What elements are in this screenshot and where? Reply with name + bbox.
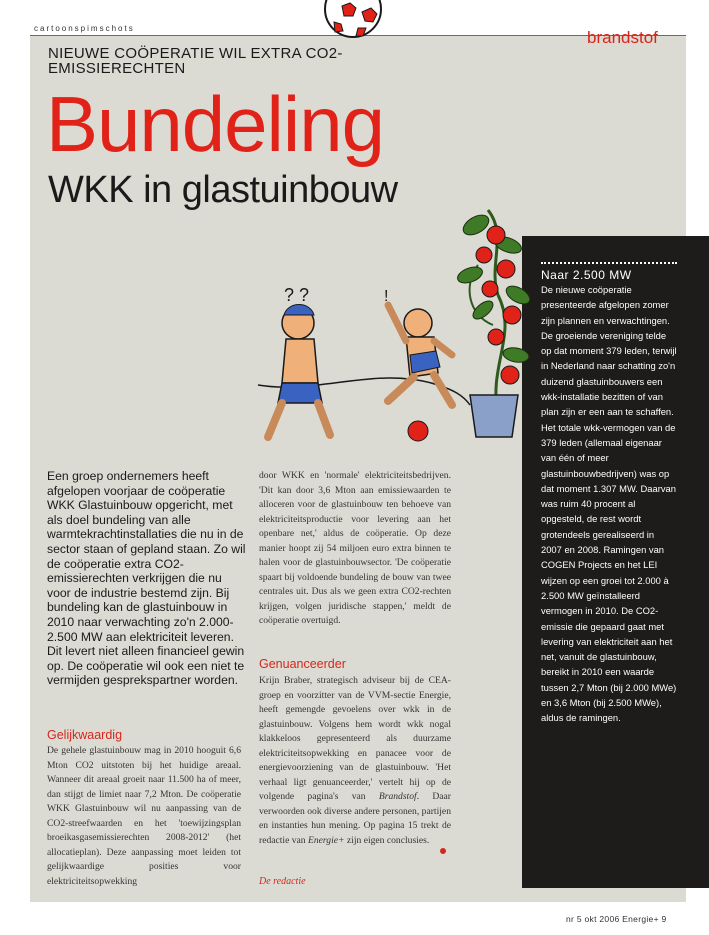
body-text-segment: zijn eigen conclusies. [344, 834, 430, 846]
heading-gelijkwaardig: Gelijkwaardig [47, 728, 123, 742]
ball-illustration [322, 0, 384, 40]
article-subtitle: WKK in glastuinbouw [48, 169, 398, 211]
sidebar-heading: Naar 2.500 MW [541, 268, 632, 282]
sidebar-dotted-rule [541, 262, 677, 264]
cartoon-illustration [238, 205, 538, 455]
article-title: Bundeling [46, 80, 384, 168]
body-text-segment: . Daar verwoorden ook diverse andere personen, partijen en instanties hun mening. Op pagina 15 trekt de redactie van [259, 791, 452, 846]
body-column-1: De gehele glastuinbouw mag in 2010 hooguit 6,6 Mton CO2 uitstoten bij het huidige areaal. Wanneer dit areaal groeit naar 11.500 ha of meer, dan stijgt de limiet naar 7,2 Mton. De coöperatie WKK Glastuinbouw wil nu aanpassing van de CO2-streefwaarden en het 'toewijzingsplan broeikasgasemissierechten 2008-2012' (het allocatieplan). Deze aanpassing moet leiden tot gelijkwaardige posities voor elektriciteitsopwekking [47, 745, 241, 887]
article-lead: Een groep ondernemers heeft afgelopen voorjaar de coöperatie WKK Glastuinbouw opgericht, met als doel bundeling van alle warmtekrachtinstallaties die nu in de sector staan of gepland staan. Zo wil de coöperatie extra CO2-emissierechten verkrijgen die nu voor de industrie bestemd zijn. Bij bundeling kan de glastuinbouw in 2010 naar verwachting zo'n 2.000-2.500 MW aan elektriciteit leveren. Dit levert niet alleen financieel gewin op. De coöperatie wil ook een niet te vermijden gesprekspartner worden. [47, 469, 246, 688]
body-column-2-top: door WKK en 'normale' elektriciteitsbedrijven. 'Dit kan door 3,6 Mton aan emissiewaarden te alloceren voor de glastuinbouw ten behoeve van elektriciteitsproductie voor levering aan het openbare net,' aldus de coöperatie. Op deze manier hoopt zij 54 miljoen euro extra binnen te halen voor de glastuinbouwsector. 'De coöperatie spaart bij voldoende bundeling de bouw van twee centrales uit. Dus als we geen extra CO2-rechten krijgen, volgen juridische stappen,' meldt de coöperatie overtuigd. [259, 470, 451, 626]
energie-emphasis: Energie+ [308, 834, 345, 846]
article-kicker: NIEUWE COÖPERATIE WIL EXTRA CO2-EMISSIERECHTEN [48, 45, 343, 77]
page-footer: nr 5 okt 2006 Energie+ 9 [566, 914, 667, 924]
body-text-segment: Krijn Braber, strategisch adviseur bij de CEA-groep en voorzitter van de VVM-sectie Energie, heeft gemengde gevoelens over wkk in de glastuinbouw. Volgens hem wordt wkk nogal klakkeloos gepresenteerd als duurzame elektriciteitsopwekking en panacee voor de energievoorziening van de glastuinbouw. 'Het verhaal ligt genuanceerder,' vertelt hij op de volgende pagina's van [259, 675, 451, 802]
svg-text:!: ! [384, 288, 389, 305]
end-mark [440, 848, 446, 854]
category-label: brandstof [587, 28, 658, 47]
section-label: cartoonspimschots [34, 24, 135, 33]
heading-genuanceerder: Genuanceerder [259, 657, 346, 671]
svg-text:? ?: ? ? [284, 285, 310, 305]
brandstof-emphasis: Brandstof [378, 791, 417, 802]
body-column-2-bottom [259, 674, 451, 848]
sidebar-text: De nieuwe coöperatie presenteerde afgelopen zomer zijn plannen en verwachtingen. De groeiende vereniging telde op dat moment 379 leden, terwijl in Nederland naar schatting zo'n duizend glastuinbouwers een wkk-installatie bezitten of van plan zijn er een aan te schaffen. Het totale wkk-vermogen van de 379 leden (allemaal eigenaar van één of meer glastuinbouwbedrijven) was op dat moment 1.307 MW. Daarvan was ruim 40 procent al opgesteld, de rest wordt grotendeels gerealiseerd in 2007 en 2008. Ramingen van COGEN Projects en het LEI wijzen op een groei tot 2.000 à 2.500 MW geïnstalleerd vermogen in 2010. De CO2-emissie die gepaard gaat met levering van elektriciteit aan het net, vanuit de glastuinbouw, bereikt in 2010 een waarde tussen 2,7 Mton (bij 2.000 MWe) en 3,6 Mton (bij 2.500 MWe), aldus de ramingen. [541, 284, 677, 724]
signature: De redactie [259, 876, 306, 887]
